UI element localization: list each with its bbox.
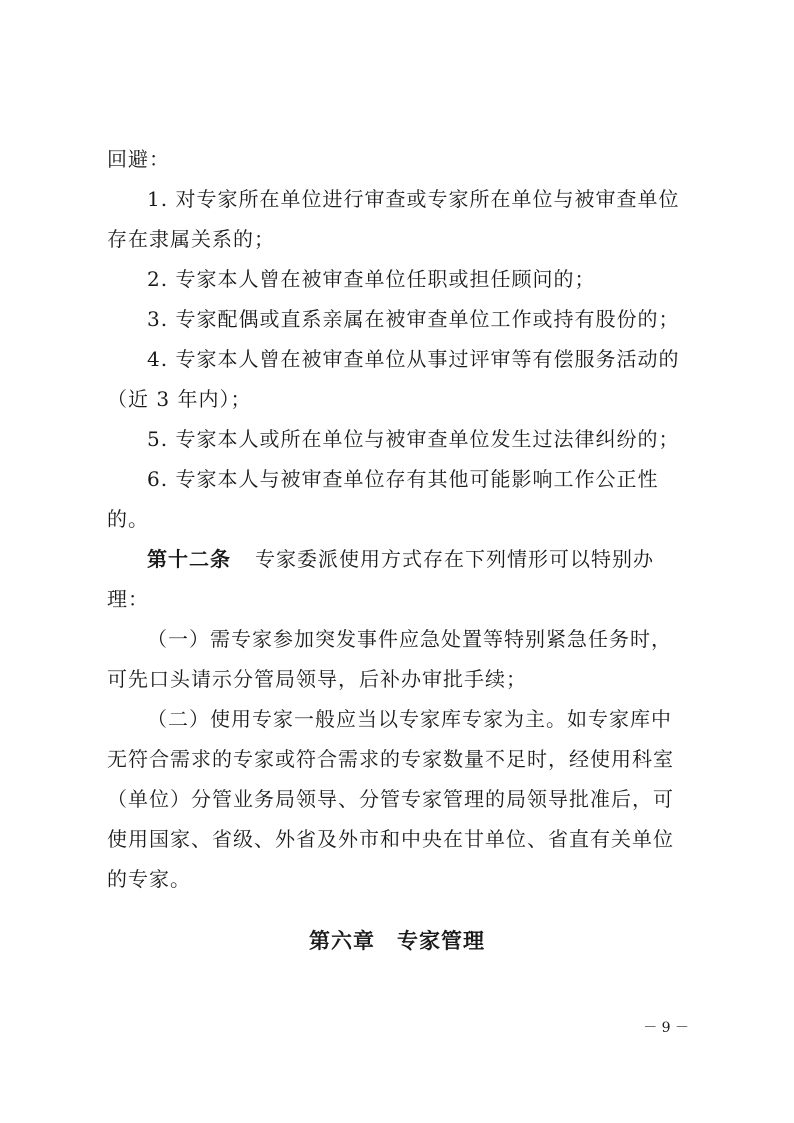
page-number: － 9 －: [643, 1020, 689, 1036]
list-item-6-continued: 的。: [107, 507, 149, 531]
article-12-item-2-line3: （单位）分管业务局领导、分管专家管理的局领导批准后，可: [107, 787, 674, 811]
article-12-item-2: （二）使用专家一般应当以专家库专家为主。如专家库中: [147, 707, 672, 731]
article-12-item-2-line4: 使用国家、省级、外省及外市和中央在甘单位、省直有关单位: [107, 827, 674, 851]
list-item-2: 2. 专家本人曾在被审查单位任职或担任顾问的；: [147, 267, 596, 291]
paragraph-line: 回避：: [107, 147, 170, 171]
article-12-title: 第十二条: [147, 547, 231, 571]
list-item-5: 5. 专家本人或所在单位与被审查单位发生过法律纠纷的；: [147, 427, 680, 451]
article-12-item-1: （一）需专家参加突发事件应急处置等特别紧急任务时，: [147, 627, 672, 651]
article-12-item-2-line5: 的专家。: [107, 867, 191, 891]
article-12-text: 专家委派使用方式存在下列情形可以特别办: [255, 547, 654, 571]
list-item-6: 6. 专家本人与被审查单位存有其他可能影响工作公正性: [147, 467, 659, 491]
list-item-1: 1. 对专家所在单位进行审查或专家所在单位与被审查单位: [147, 187, 680, 211]
list-item-3: 3. 专家配偶或直系亲属在被审查单位工作或持有股份的；: [147, 307, 680, 331]
list-item-4-continued: （近 3 年内）；: [107, 387, 252, 411]
list-item-1-continued: 存在隶属关系的；: [107, 227, 275, 251]
chapter-heading: 第六章 专家管理: [309, 929, 485, 953]
list-item-4: 4. 专家本人曾在被审查单位从事过评审等有偿服务活动的: [147, 347, 680, 371]
article-12-item-2-line2: 无符合需求的专家或符合需求的专家数量不足时，经使用科室: [107, 747, 674, 771]
article-12-continued: 理：: [107, 587, 149, 611]
article-12: [147, 547, 654, 571]
article-12-item-1-continued: 可先口头请示分管局领导，后补办审批手续；: [107, 667, 527, 691]
